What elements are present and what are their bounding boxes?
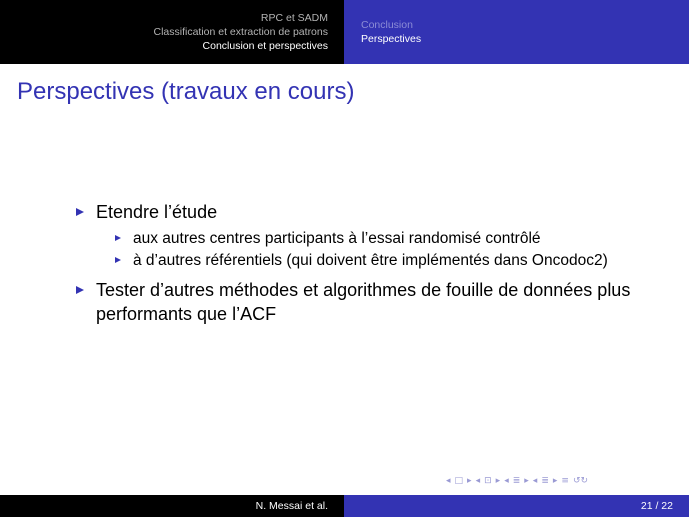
- footline-bar: [0, 495, 689, 517]
- frame-icon[interactable]: □: [454, 476, 464, 486]
- back-forward-icon[interactable]: ↺↻: [572, 476, 589, 486]
- headline-bar: [0, 0, 689, 64]
- prev-frame-icon[interactable]: ◂: [446, 476, 451, 486]
- sub-bullet-text: à d’autres référentiels (qui doivent être implémentés dans Oncodoc2): [133, 252, 608, 269]
- section-link-conclusion[interactable]: Conclusion et perspectives: [202, 40, 328, 52]
- sub-bullet-item: [94, 250, 649, 272]
- subsection-icon[interactable]: ≣: [512, 476, 521, 486]
- author-text: N. Messai et al.: [255, 500, 328, 512]
- section-navigation: [0, 0, 344, 64]
- prev-slide-icon[interactable]: ◂: [475, 476, 481, 486]
- footer-author: [0, 495, 344, 517]
- bullet-item: [0, 278, 689, 326]
- triangle-bullet-icon: [115, 257, 121, 263]
- next-section-icon[interactable]: ▸: [552, 476, 558, 486]
- slide-title: Perspectives (travaux en cours): [17, 78, 355, 105]
- sub-bullet-item: [94, 228, 649, 250]
- footer-page: [344, 495, 689, 517]
- bullet-text: Tester d’autres méthodes et algorithmes de fouille de données plus performants que l’ACF: [96, 280, 631, 324]
- page-number: 21 / 22: [640, 500, 673, 512]
- slide-content: [0, 200, 689, 332]
- subsection-link-perspectives[interactable]: Perspectives: [361, 33, 422, 45]
- next-frame-icon[interactable]: ▸: [467, 476, 472, 486]
- sub-bullet-list: [96, 228, 649, 272]
- navigation-symbols: [446, 476, 588, 486]
- triangle-bullet-icon: [76, 286, 84, 294]
- document-icon[interactable]: ≡: [561, 476, 569, 486]
- bullet-item: [0, 200, 689, 272]
- next-subsection-icon[interactable]: ▸: [524, 476, 529, 486]
- triangle-bullet-icon: [115, 235, 121, 241]
- section-link-rpc-sadm[interactable]: RPC et SADM: [260, 12, 328, 24]
- next-slide-icon[interactable]: ▸: [495, 476, 501, 486]
- triangle-bullet-icon: [76, 208, 84, 216]
- sub-bullet-text: aux autres centres participants à l’essai randomisé contrôlé: [133, 230, 541, 247]
- subsection-link-conclusion[interactable]: Conclusion: [361, 19, 413, 31]
- prev-subsection-icon[interactable]: ◂: [504, 476, 509, 486]
- section-link-classification[interactable]: Classification et extraction de patrons: [153, 26, 328, 38]
- prev-section-icon[interactable]: ◂: [532, 476, 538, 486]
- bullet-list: [0, 200, 689, 326]
- bullet-text: Etendre l’étude: [96, 202, 218, 222]
- subsection-navigation: [344, 0, 689, 64]
- section-icon[interactable]: ≣: [541, 476, 549, 486]
- slide-icon[interactable]: ⊡: [484, 476, 492, 486]
